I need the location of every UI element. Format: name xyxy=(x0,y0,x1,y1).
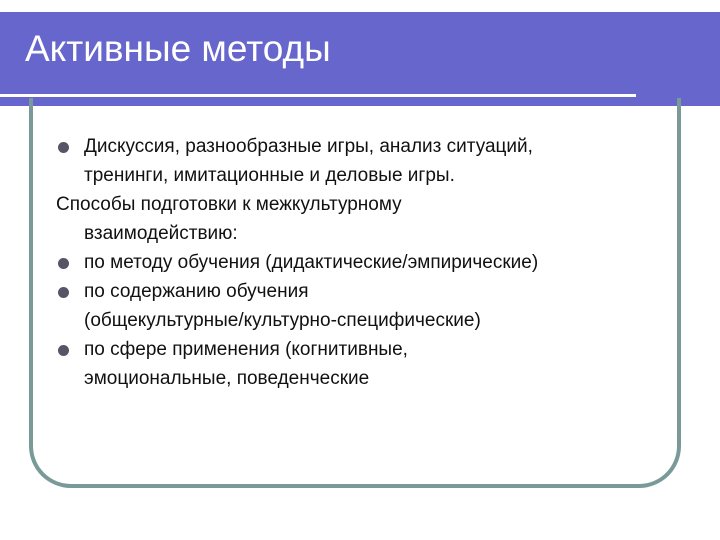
list-item-line: Дискуссия, разнообразные игры, анализ ситуаций, xyxy=(84,136,533,157)
list-item-line: (общекультурные/культурно-специфические) xyxy=(84,310,481,331)
list-item xyxy=(56,248,686,277)
list-item-line: по содержанию обучения xyxy=(84,281,309,302)
list-item-line: по методу обучения (дидактические/эмпирические) xyxy=(84,252,539,273)
title-underline xyxy=(0,94,636,97)
list-item xyxy=(56,132,686,190)
slide-title: Активные методы xyxy=(25,28,331,69)
list-item-heading xyxy=(56,190,686,248)
list-item-line: по сфере применения (когнитивные, xyxy=(84,339,408,360)
bullet-dot-icon xyxy=(58,287,69,298)
list-item-line: тренинги, имитационные и деловые игры. xyxy=(84,165,455,186)
list-item-line: взаимодействию: xyxy=(84,223,238,244)
list-item xyxy=(56,277,686,335)
bullet-dot-icon xyxy=(58,258,69,269)
list-item-line: Способы подготовки к межкультурному xyxy=(56,194,402,215)
bullet-dot-icon xyxy=(58,142,69,153)
title-bar-notch xyxy=(676,0,720,12)
list-item xyxy=(56,335,686,393)
bullet-dot-icon xyxy=(58,345,69,356)
list-item-line: эмоциональные, поведенческие xyxy=(84,368,370,389)
content-list xyxy=(56,132,686,393)
